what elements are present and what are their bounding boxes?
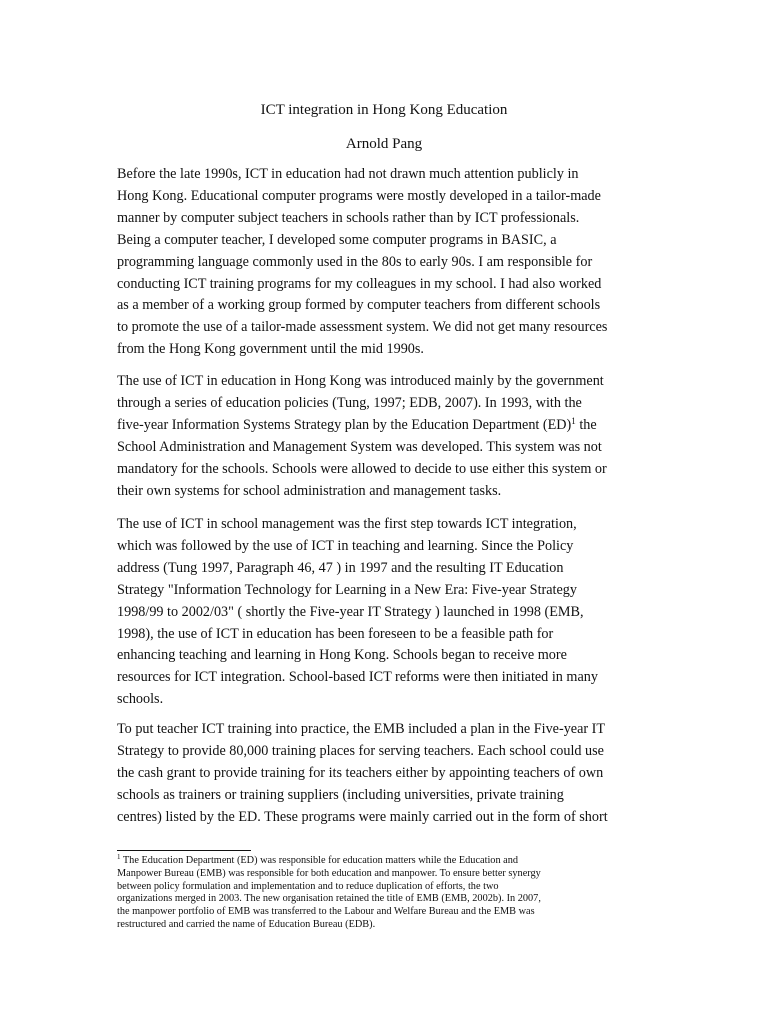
footnote — [117, 855, 662, 932]
text-line: which was followed by the use of ICT in teaching and learning. Since the Policy — [117, 537, 574, 554]
text-line: School Administration and Management System was developed. This system was not — [117, 438, 602, 455]
text-line: Being a computer teacher, I developed some computer programs in BASIC, a — [117, 231, 557, 248]
text-line: Strategy to provide 80,000 training places for serving teachers. Each school could use — [117, 742, 604, 759]
footnote-line: the manpower portfolio of EMB was transferred to the Labour and Welfare Bureau and the EMB was — [117, 906, 535, 918]
footnote-line: restructured and carried the name of Education Bureau (EDB). — [117, 918, 376, 930]
text-segment: The Education Department (ED) was responsible for education matters while the Education and — [120, 855, 519, 866]
footnote-separator — [117, 850, 251, 851]
paragraph-4 — [117, 719, 662, 829]
text-line: Before the late 1990s, ICT in education had not drawn much attention publicly in — [117, 166, 579, 182]
text-line: Strategy "Information Technology for Learning in a New Era: Five-year Strategy — [117, 581, 577, 598]
text-line: to promote the use of a tailor-made assessment system. We did not get many resources — [117, 319, 608, 336]
text-line: the cash grant to provide training for its teachers either by appointing teachers of own — [117, 764, 604, 781]
text-segment: five-year Information Systems Strategy plan by the Education Department (ED) — [117, 416, 572, 433]
text-line: Hong Kong. Educational computer programs were mostly developed in a tailor-made — [117, 187, 601, 204]
document-title: ICT integration in Hong Kong Education — [260, 102, 508, 118]
text-line: conducting ICT training programs for my colleagues in my school. I had also worked — [117, 275, 602, 292]
paragraph-3 — [117, 514, 662, 711]
text-line: centres) listed by the ED. These programs were mainly carried out in the form of short — [117, 808, 608, 825]
text-segment: the — [575, 416, 597, 433]
text-line: mandatory for the schools. Schools were allowed to decide to use either this system or — [117, 460, 607, 477]
text-line: address (Tung 1997, Paragraph 46, 47 ) in 1997 and the resulting IT Education — [117, 559, 564, 576]
text-line: enhancing teaching and learning in Hong Kong. Schools began to receive more — [117, 647, 567, 664]
text-line-with-footnote-ref — [117, 415, 662, 437]
text-line: 1998), the use of ICT in education has been foreseen to be a feasible path for — [117, 625, 554, 642]
text-line: 1998/99 to 2002/03" ( shortly the Five-year IT Strategy ) launched in 1998 (EMB, — [117, 603, 584, 620]
text-line: resources for ICT integration. School-based ICT reforms were then initiated in many — [117, 669, 598, 686]
text-line: The use of ICT in education in Hong Kong was introduced mainly by the government — [117, 373, 604, 389]
text-line: manner by computer subject teachers in schools rather than by ICT professionals. — [117, 209, 580, 226]
footnote-reference[interactable]: 1 — [571, 415, 576, 426]
footnote-line — [117, 855, 662, 868]
text-line: schools. — [117, 691, 164, 708]
text-line: as a member of a working group formed by computer teachers from different schools — [117, 297, 601, 314]
paragraph-1 — [117, 164, 662, 361]
footnote-line: organizations merged in 2003. The new organisation retained the title of EMB (EMB, 2002b). In 2007, — [117, 893, 541, 905]
footnote-line: Manpower Bureau (EMB) was responsible for both education and manpower. To ensure better synergy — [117, 867, 541, 879]
text-line: from the Hong Kong government until the mid 1990s. — [117, 341, 424, 358]
text-line: The use of ICT in school management was the first step towards ICT integration, — [117, 516, 577, 532]
text-line: their own systems for school administration and management tasks. — [117, 482, 502, 499]
text-line: through a series of education policies (Tung, 1997; EDB, 2007). In 1993, with the — [117, 394, 582, 411]
text-line: To put teacher ICT training into practice, the EMB included a plan in the Five-year IT — [117, 721, 606, 737]
document-author: Arnold Pang — [345, 136, 423, 152]
footnote-line: between policy formulation and implementation and to reduce duplication of efforts, the two — [117, 880, 499, 892]
text-line: programming language commonly used in the 80s to early 90s. I am responsible for — [117, 253, 593, 270]
footnote-marker: 1 — [117, 853, 121, 861]
paragraph-2 — [117, 371, 662, 502]
text-line: schools as trainers or training suppliers (including universities, private training — [117, 786, 564, 803]
